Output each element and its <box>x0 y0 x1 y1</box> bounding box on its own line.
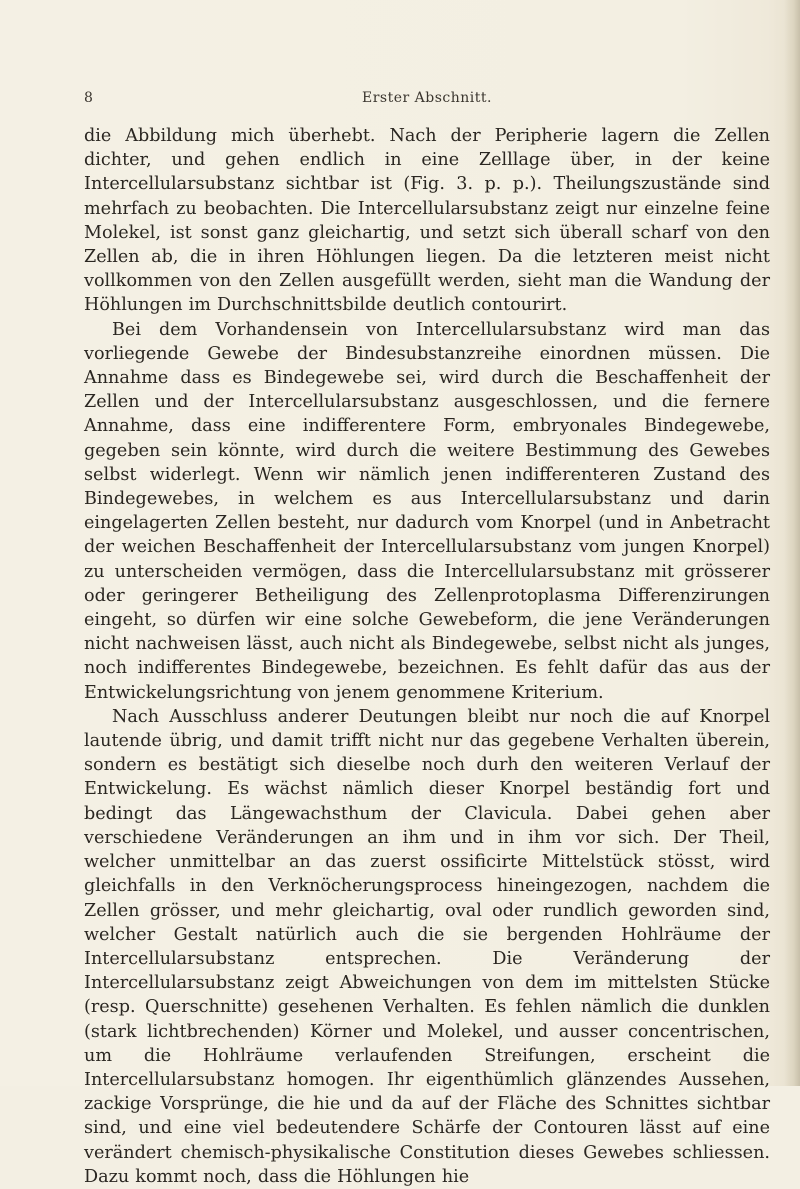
page-header <box>84 90 770 110</box>
paragraph-3: Nach Ausschluss anderer Deutungen bleibt nur noch die auf Knorpel lautende übrig, und damit trifft nicht nur das gegebene Verhalten überein, sondern es bestätigt sich dieselbe noch durh den weiteren Verlauf der Entwickelung. Es wächst nämlich dieser Knorpel beständig fort und bedingt das Längewachsthum der Clavicula. Dabei gehen aber verschiedene Veränderungen an ihm und in ihm vor sich. Der Theil, welcher unmittelbar an das zuerst ossificirte Mittelstück stösst, wird gleichfalls in den Verknöcherungsprocess hineingezogen, nachdem die Zellen grösser, und mehr gleichartig, oval oder rundlich geworden sind, welcher Gestalt natürlich auch die sie bergenden Hohlräume der Intercellularsubstanz entsprechen. Die Veränderung der Intercellularsubstanz zeigt Abweichungen von dem im mittelsten Stücke (resp. Querschnitte) gesehenen Verhalten. Es fehlen nämlich die dunklen (stark lichtbrechenden) Körner und Molekel, und ausser concentrischen, um die Hohlräume verlaufenden Streifungen, erscheint die Intercellularsubstanz homogen. Ihr eigenthümlich glänzendes Aussehen, zackige Vorsprünge, die hie und da auf der Fläche des Schnittes sichtbar sind, und eine viel bedeutendere Schärfe der Contouren lässt auf eine verändert chemisch-physikalische Constitution dieses Gewebes schliessen. Dazu kommt noch, dass die Höhlungen hie <box>84 706 770 1187</box>
paragraph-2: Bei dem Vorhandensein von Intercellularsubstanz wird man das vorliegende Gewebe der Bindesubstanzreihe einordnen müssen. Die Annahme dass es Bindegewebe sei, wird durch die Beschaffenheit der Zellen und der Intercellularsubstanz ausgeschlossen, und die fernere Annahme, dass eine indifferentere Form, embryonales Bindegewebe, gegeben sein könnte, wird durch die weitere Bestimmung des Gewebes selbst widerlegt. Wenn wir nämlich jenen indifferenteren Zustand des Bindegewebes, in welchem es aus Intercellularsubstanz und darin eingelagerten Zellen besteht, nur dadurch vom Knorpel (und in Anbetracht der weichen Beschaffenheit der Intercellularsubstanz vom jungen Knorpel) zu unterscheiden vermögen, dass die Intercellularsubstanz mit grösserer oder geringerer Betheiligung des Zellenprotoplasma Differenzirungen eingeht, so dürfen wir eine solche Gewebeform, die jene Veränderungen nicht nachweisen lässt, auch nicht als Bindegewebe, selbst nicht als junges, noch indifferentes Bindegewebe, bezeichnen. Es fehlt dafür das aus der Entwickelungsrichtung von jenem genommene Kriterium. <box>84 319 770 703</box>
body-text <box>84 124 770 1189</box>
page-edge-shadow <box>784 0 800 1086</box>
page-number: 8 <box>84 90 93 106</box>
running-head: Erster Abschnitt. <box>362 90 492 106</box>
paragraph-1: die Abbildung mich überhebt. Nach der Peripherie lagern die Zellen dichter, und gehen endlich in eine Zelllage über, in der keine Intercellularsubstanz sichtbar ist (Fig. 3. p. p.). Theilungszustände sind mehrfach zu beobachten. Die Intercellularsubstanz zeigt nur einzelne feine Molekel, ist sonst ganz gleichartig, und setzt sich überall scharf von den Zellen ab, die in ihren Höhlungen liegen. Da die letzteren meist nicht vollkommen von den Zellen ausgefüllt werden, sieht man die Wandung der Höhlungen im Durchschnittsbilde deutlich contourirt. <box>84 126 770 316</box>
